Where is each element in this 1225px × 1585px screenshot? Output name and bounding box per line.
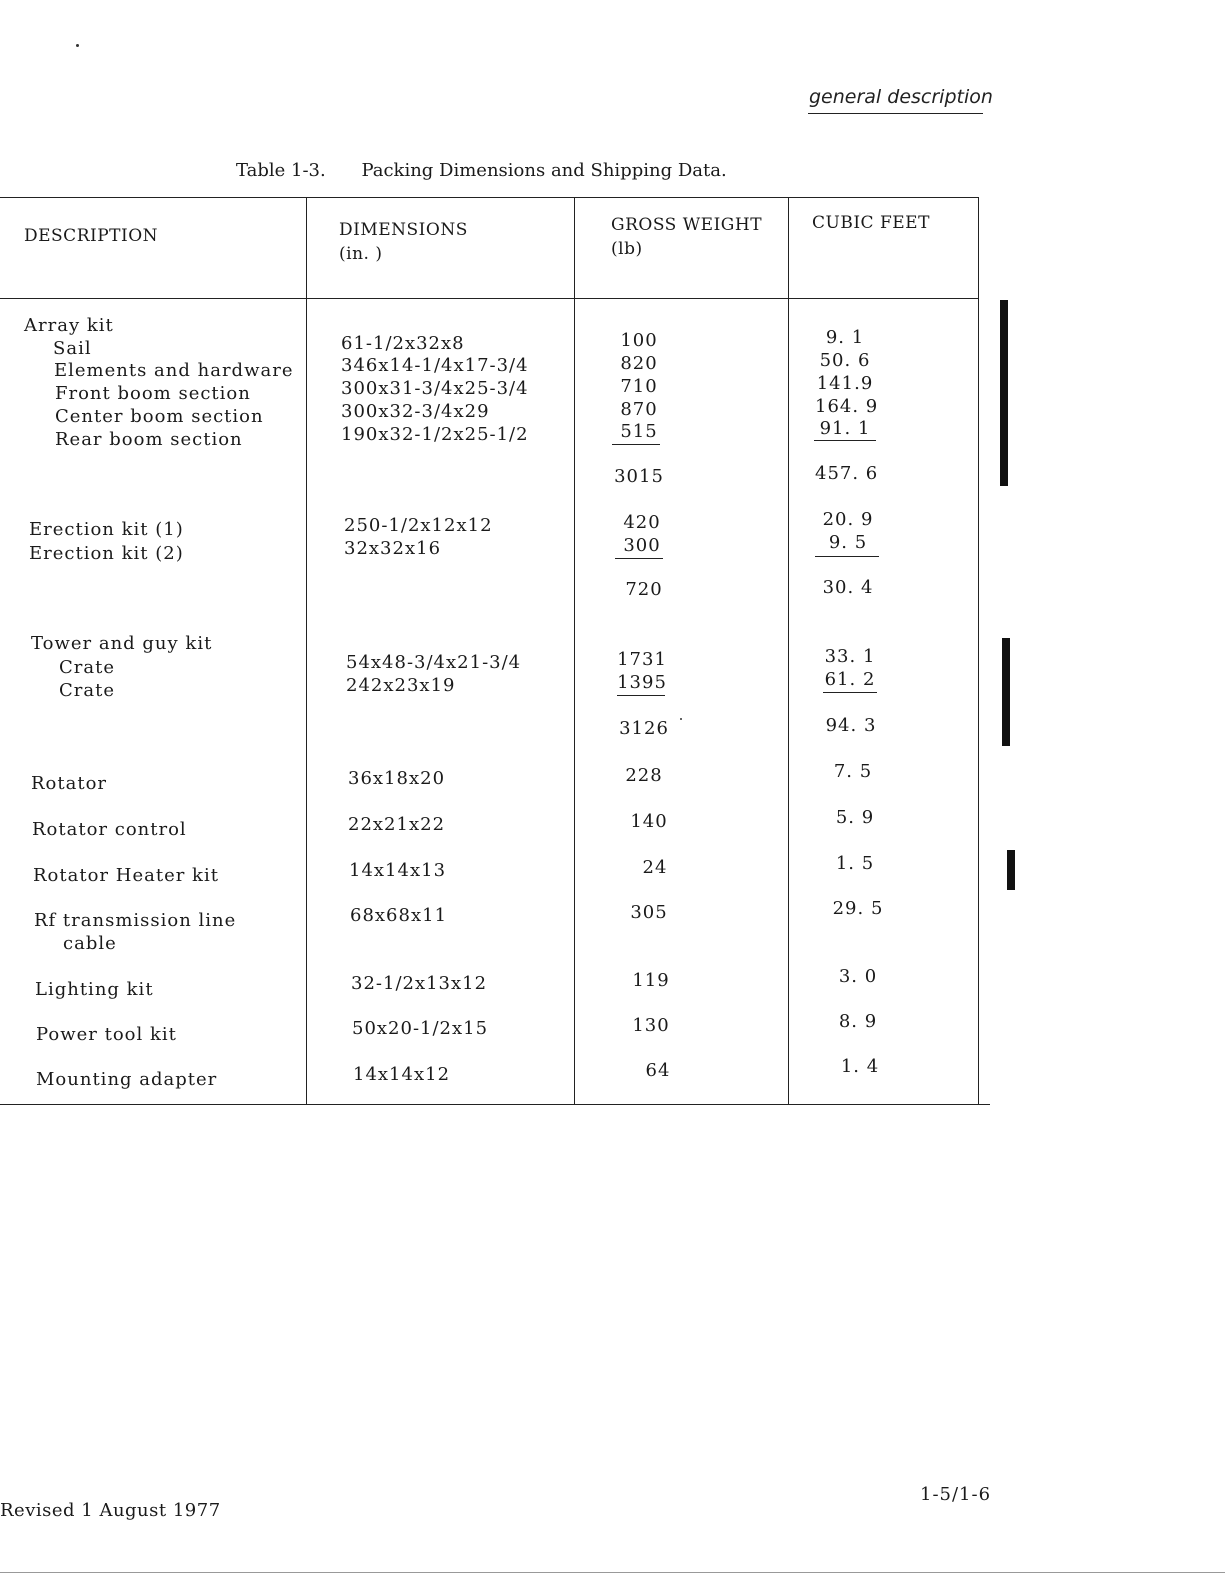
row-desc: Rotator (31, 773, 108, 794)
row-cubic: 164. 9 (815, 396, 879, 417)
total-cubic: 94. 3 (825, 715, 877, 736)
row-dim: 50x20-1/2x15 (352, 1018, 489, 1039)
table-right-rule (978, 197, 979, 1104)
running-head: general description (809, 86, 993, 108)
row-cubic: 1. 4 (840, 1056, 880, 1077)
row-desc: Mounting adapter (36, 1069, 218, 1090)
row-desc: Erection kit (1) (29, 519, 184, 540)
row-dim: 68x68x11 (350, 905, 448, 926)
row-dim: 250-1/2x12x12 (344, 515, 493, 536)
header-gross-weight-unit: (lb) (611, 239, 643, 259)
row-cubic: 1. 5 (835, 853, 875, 874)
row-dim: 14x14x13 (349, 860, 447, 881)
cubic-subtotal-rule (814, 440, 876, 441)
row-cubic: 33. 1 (824, 646, 876, 667)
row-desc: Erection kit (2) (29, 543, 184, 564)
row-cubic: 7. 5 (833, 761, 873, 782)
row-desc: Power tool kit (36, 1024, 177, 1045)
row-weight: 1395 (617, 672, 667, 693)
row-dim: 300x31-3/4x25-3/4 (341, 378, 529, 399)
row-desc: Rotator control (32, 819, 187, 840)
header-dimensions: DIMENSIONS (339, 220, 468, 240)
table-header-rule (0, 298, 978, 299)
table-caption-title: Packing Dimensions and Shipping Data. (361, 160, 727, 181)
row-desc: Rf transmission line (34, 910, 237, 931)
row-desc: Lighting kit (35, 979, 154, 1000)
row-dim: 346x14-1/4x17-3/4 (341, 355, 529, 376)
row-weight: 300 (623, 535, 661, 556)
row-cubic: 8. 9 (838, 1011, 878, 1032)
row-desc: Rotator Heater kit (33, 865, 219, 886)
page-number: 1-5/1-6 (920, 1484, 992, 1505)
table-top-rule (0, 197, 978, 198)
row-cubic: 3. 0 (838, 966, 878, 987)
row-dim: 22x21x22 (348, 814, 446, 835)
weight-subtotal-rule (612, 444, 660, 445)
row-desc-continued: cable (63, 933, 117, 954)
cubic-subtotal-rule (823, 692, 877, 693)
group-title-array-kit: Array kit (24, 315, 114, 336)
row-desc: Sail (53, 338, 92, 359)
row-cubic: 50. 6 (819, 350, 871, 371)
column-divider-3 (788, 197, 789, 1104)
row-weight: 64 (645, 1060, 671, 1081)
row-weight: 710 (620, 376, 658, 397)
row-cubic: 9. 5 (828, 532, 868, 553)
row-cubic: 20. 9 (822, 509, 874, 530)
row-dim: 32-1/2x13x12 (351, 973, 488, 994)
row-weight: 100 (620, 330, 658, 351)
running-head-rule (808, 113, 983, 114)
row-cubic: 9. 1 (825, 327, 865, 348)
row-weight: 119 (632, 970, 670, 991)
change-bar (1002, 638, 1010, 746)
total-weight: 720 (625, 579, 663, 600)
row-weight: 870 (620, 399, 658, 420)
row-weight: 305 (630, 902, 668, 923)
header-description: DESCRIPTION (24, 226, 159, 246)
row-dim: 36x18x20 (348, 768, 446, 789)
total-cubic: 30. 4 (822, 577, 874, 598)
row-desc: Rear boom section (55, 429, 243, 450)
row-desc: Crate (59, 657, 115, 678)
row-dim: 32x32x16 (344, 538, 442, 559)
row-dim: 54x48-3/4x21-3/4 (346, 652, 522, 673)
row-weight: 1731 (617, 649, 667, 670)
row-cubic: 61. 2 (824, 669, 876, 690)
row-weight: 24 (642, 857, 668, 878)
change-bar (1000, 300, 1008, 486)
header-gross-weight: GROSS WEIGHT (611, 215, 763, 235)
row-cubic: 91. 1 (819, 418, 871, 439)
row-dim: 61-1/2x32x8 (341, 333, 465, 354)
footer-revision-date: Revised 1 August 1977 (0, 1500, 221, 1521)
change-bar (1007, 850, 1015, 890)
table-caption-number: Table 1-3. (236, 160, 326, 181)
speck (680, 718, 682, 720)
row-weight: 140 (630, 811, 668, 832)
row-desc: Center boom section (55, 406, 264, 427)
total-cubic: 457. 6 (815, 463, 879, 484)
table-caption (236, 160, 727, 181)
group-title-tower-kit: Tower and guy kit (31, 633, 213, 654)
row-dim: 300x32-3/4x29 (341, 401, 490, 422)
row-desc: Front boom section (55, 383, 251, 404)
row-cubic: 141.9 (816, 373, 874, 394)
row-weight: 820 (620, 353, 658, 374)
row-weight: 420 (623, 512, 661, 533)
row-dim: 190x32-1/2x25-1/2 (341, 424, 529, 445)
row-desc: Elements and hardware (54, 360, 294, 381)
weight-subtotal-rule (615, 558, 663, 559)
row-weight: 515 (620, 421, 658, 442)
total-weight: 3126 (619, 718, 669, 739)
row-dim: 242x23x19 (346, 675, 456, 696)
row-desc: Crate (59, 680, 115, 701)
table-bottom-rule (0, 1104, 990, 1105)
row-weight: 228 (625, 765, 663, 786)
header-dimensions-unit: (in. ) (339, 244, 383, 264)
weight-subtotal-rule (617, 695, 665, 696)
row-cubic: 29. 5 (832, 898, 884, 919)
header-cubic-feet: CUBIC FEET (812, 213, 930, 233)
cubic-subtotal-rule (815, 556, 879, 557)
row-weight: 130 (632, 1015, 670, 1036)
speck (76, 44, 79, 47)
total-weight: 3015 (614, 466, 664, 487)
row-cubic: 5. 9 (835, 807, 875, 828)
page-edge (0, 1572, 1225, 1573)
column-divider-1 (306, 197, 307, 1104)
row-dim: 14x14x12 (353, 1064, 451, 1085)
column-divider-2 (574, 197, 575, 1104)
